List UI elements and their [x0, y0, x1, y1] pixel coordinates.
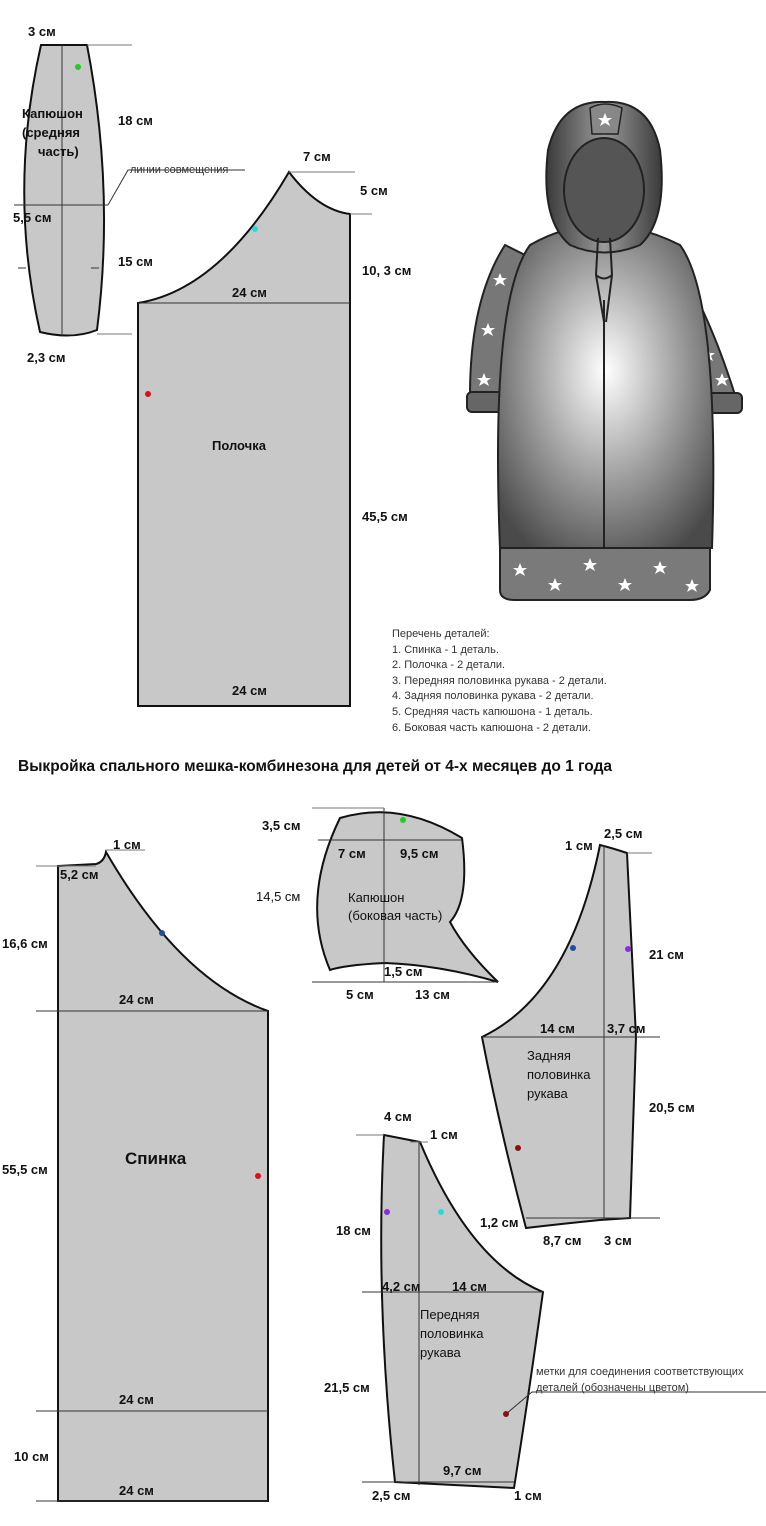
marks-note-leader: [506, 1392, 766, 1414]
mark-red: [145, 391, 151, 397]
parts-list-item: 6. Боковая часть капюшона - 2 детали.: [392, 721, 591, 734]
mark-green: [400, 817, 406, 823]
mark-darkred: [515, 1145, 521, 1151]
front-shoulder: 7 см: [303, 149, 331, 164]
alignment-note: линии совмещения: [130, 164, 229, 176]
front-sleeve-cap-height: 18 см: [336, 1223, 371, 1238]
hood-side-side-height: 14,5 см: [256, 889, 301, 904]
back-sleeve-name-2: половинка: [527, 1067, 591, 1082]
mark-purple: [384, 1209, 390, 1215]
hood-middle-top-width: 3 см: [28, 24, 56, 39]
front-sleeve-width-right: 14 см: [452, 1279, 487, 1294]
mark-green: [75, 64, 81, 70]
back-chest-width: 24 см: [119, 992, 154, 1007]
back-neck-width: 5,2 см: [60, 867, 99, 882]
back-sleeve-cuff-rise: 1,2 см: [480, 1215, 519, 1230]
back-sleeve-width-left: 14 см: [540, 1021, 575, 1036]
hood-side-top-height: 3,5 см: [262, 818, 301, 833]
hood-side-name-1: Капюшон: [348, 890, 405, 905]
front-sleeve-width-left: 4,2 см: [382, 1279, 421, 1294]
front-chest-width: 24 см: [232, 285, 267, 300]
mark-purple: [625, 946, 631, 952]
front-sleeve-name-2: половинка: [420, 1326, 484, 1341]
hood-middle-bottom-width: 2,3 см: [27, 350, 66, 365]
back-armhole-height: 16,6 см: [2, 936, 48, 951]
hood-side-piece: [256, 808, 498, 1002]
hood-middle-name-3: часть): [38, 144, 79, 159]
back-bottom-width: 24 см: [119, 1483, 154, 1498]
back-sleeve-cap-height: 21 см: [649, 947, 684, 962]
back-sleeve-cuff-left: 8,7 см: [543, 1233, 582, 1248]
hood-middle-name-1: Капюшон: [22, 106, 83, 121]
back-hem-height: 10 см: [14, 1449, 49, 1464]
front-bottom-width: 24 см: [232, 683, 267, 698]
parts-list-item: 1. Спинка - 1 деталь.: [392, 643, 499, 656]
front-sleeve-cuff-right: 1 см: [514, 1488, 542, 1503]
back-name: Спинка: [125, 1149, 187, 1168]
hood-side-bottom-right: 13 см: [415, 987, 450, 1002]
marks-note-1: метки для соединения соответствующих: [536, 1366, 744, 1378]
front-sleeve-name-3: рукава: [420, 1345, 461, 1360]
front-name: Полочка: [212, 438, 266, 453]
back-sleeve-cuff-right: 3 см: [604, 1233, 632, 1248]
hood-middle-name-2: (средняя: [22, 125, 81, 140]
parts-list-item: 3. Передняя половинка рукава - 2 детали.: [392, 674, 607, 687]
back-sleeve-width-right: 3,7 см: [607, 1021, 646, 1036]
marks-note-2: деталей (обозначены цветом): [536, 1382, 689, 1394]
front-body-height: 45,5 см: [362, 509, 408, 524]
hood-side-outline: [317, 812, 498, 982]
hood-middle-outline: [24, 45, 104, 336]
back-sleeve-lower-height: 20,5 см: [649, 1100, 695, 1115]
parts-list: [392, 627, 692, 736]
parts-list-item: 4. Задняя половинка рукава - 2 детали.: [392, 690, 594, 703]
mark-red: [255, 1173, 261, 1179]
hood-side-bottom-rise: 1,5 см: [384, 964, 423, 979]
hood-middle-upper-height: 18 см: [118, 113, 153, 128]
front-piece: [138, 149, 411, 706]
bottom-band: [500, 548, 710, 600]
mark-blue: [570, 945, 576, 951]
back-sleeve-top-width: 2,5 см: [604, 826, 643, 841]
parts-list-item: 5. Средняя часть капюшона - 1 деталь.: [392, 705, 593, 718]
page-title: Выкройка спального мешка-комбинезона для детей от 4-х месяцев до 1 года: [18, 758, 613, 775]
parts-list-item: 2. Полочка - 2 детали.: [392, 659, 506, 672]
parts-list-heading: Перечень деталей:: [392, 628, 490, 640]
back-body-height: 55,5 см: [2, 1162, 48, 1177]
front-sleeve-lower-height: 21,5 см: [324, 1380, 370, 1395]
front-sleeve-cuff-left: 2,5 см: [372, 1488, 411, 1503]
back-sleeve-top-left: 1 см: [565, 838, 593, 853]
face-opening: [564, 138, 644, 242]
back-sleeve-name-3: рукава: [527, 1086, 568, 1101]
mark-cyan: [252, 226, 258, 232]
back-outline: [58, 852, 268, 1501]
hood-side-bottom-left: 5 см: [346, 987, 374, 1002]
mark-cyan: [438, 1209, 444, 1215]
back-piece: [2, 837, 268, 1501]
back-lower-width: 24 см: [119, 1392, 154, 1407]
back-neck-drop: 1 см: [113, 837, 141, 852]
front-sleeve-cuff-width: 9,7 см: [443, 1463, 482, 1478]
hood-middle-mid-width: 5,5 см: [13, 210, 52, 225]
front-sleeve-top-drop: 1 см: [430, 1127, 458, 1142]
front-drop: 5 см: [360, 183, 388, 198]
hooded-sleeping-bag-illustration: [467, 102, 742, 600]
bag-body: [498, 225, 713, 548]
hood-side-top-left: 7 см: [338, 846, 366, 861]
front-sleeve-top-width: 4 см: [384, 1109, 412, 1124]
hood-side-name-2: (боковая часть): [348, 908, 443, 923]
front-armhole-height: 10, 3 см: [362, 263, 412, 278]
mark-blue: [159, 930, 165, 936]
back-sleeve-piece: [480, 826, 695, 1248]
hood-side-top-right: 9,5 см: [400, 846, 439, 861]
front-sleeve-name-1: Передняя: [420, 1307, 480, 1322]
hood-middle-lower-height: 15 см: [118, 254, 153, 269]
back-sleeve-name-1: Задняя: [527, 1048, 571, 1063]
